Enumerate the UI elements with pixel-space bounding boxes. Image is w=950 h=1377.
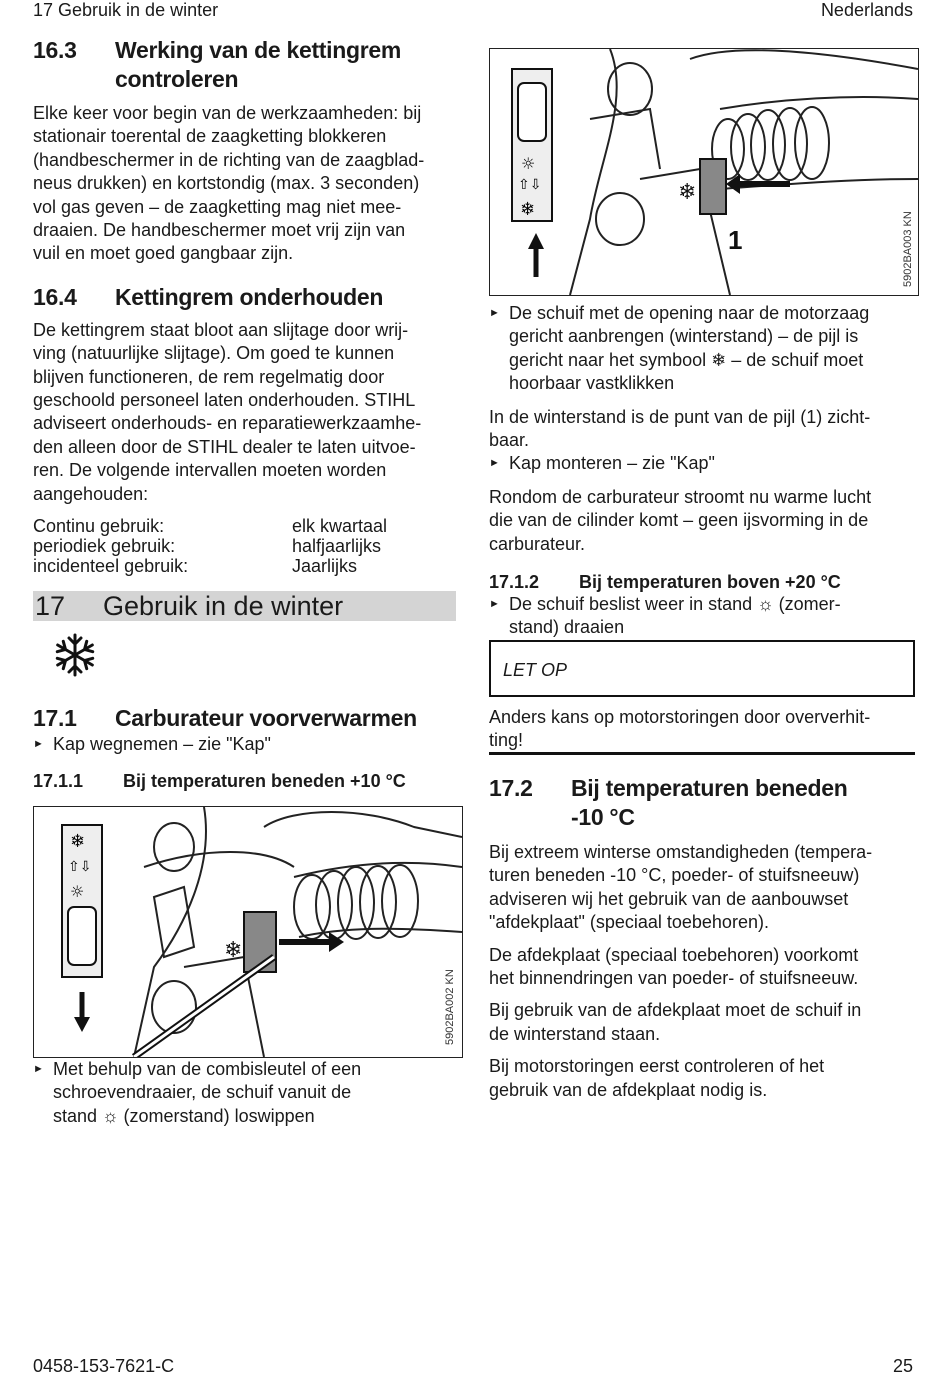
notice-label: LET OP	[503, 660, 568, 680]
document-number: 0458-153-7621-C	[33, 1356, 175, 1376]
svg-text:⇧⇩: ⇧⇩	[518, 177, 542, 193]
maintenance-intervals-table	[33, 516, 387, 576]
running-header-left: 17 Gebruik in de winter	[33, 0, 219, 20]
section-17-2-para-3: Bij gebruik van de afdekplaat moet de schuif in de winterstand staan.	[489, 1000, 862, 1044]
section-17-1-1-instruction	[33, 1058, 458, 1128]
notice-text: Anders kans op motorstoringen door oververhit- ting!	[489, 707, 871, 751]
section-16-3-heading: 16.3 Werking van de kettingrem controleren	[33, 37, 402, 92]
figure-code: 5902BA003 KN	[902, 211, 914, 287]
section-17-2-heading: 17.2 Bij temperaturen beneden -10 °C	[489, 775, 848, 830]
list-item: ► De schuif beslist weer in stand ☼ (zomer- stand) draaien	[489, 594, 841, 638]
section-17-1-2-heading: 17.1.2 Bij temperaturen boven +20 °C	[489, 572, 841, 593]
list-item: ► Kap wegnemen – zie "Kap"	[33, 734, 271, 754]
section-17-2-para-2: De afdekplaat (speciaal toebehoren) voorkomt het binnendringen van poeder- of stuifsneeuw.	[489, 944, 859, 989]
page-number: 25	[892, 1356, 913, 1376]
section-16-3-text: Elke keer voor begin van de werkzaamheden: bij stationair toerental de zaagketting blokkeren (handbeschermer in de richting van de zaagblad- neus drukken) en kortstondig (max. 3 seconden) vol gas geven – de zaagketting mag niet mee- draaien. De handbeschermer moet vrij zijn van vuil en moet goed gangbaar zijn.	[33, 103, 425, 264]
table-row: Continu gebruik: elk kwartaal	[33, 516, 388, 537]
warm-air-paragraph: Rondom de carburateur stroomt nu warme lucht die van de cilinder komt – geen ijsvorming in de carburateur.	[489, 486, 872, 554]
svg-text:⇧⇩: ⇧⇩	[68, 859, 92, 875]
list-item: ► De schuif met de opening naar de motorzaag gericht aanbrengen (winterstand) – de pijl is gericht naar het symbool ❄ – de schuif moet hoorbaar vastklikken	[489, 303, 870, 394]
svg-text:❄: ❄	[678, 180, 697, 205]
right-column-text	[489, 302, 914, 640]
svg-text:❄: ❄	[520, 199, 536, 220]
list-item: ► Kap monteren – zie "Kap"	[489, 453, 715, 474]
svg-text:☼: ☼	[70, 882, 85, 901]
figure-code: 5902BA002 KN	[444, 969, 456, 1045]
snowflake-icon	[52, 632, 98, 678]
notice-divider	[489, 752, 915, 755]
figure-slider-summer-position	[33, 806, 463, 1058]
svg-text:❄: ❄	[70, 831, 86, 852]
table-row: incidenteel gebruik: Jaarlijks	[33, 556, 358, 577]
section-17-1-heading: 17.1 Carburateur voorverwarmen	[33, 705, 417, 731]
svg-text:❄: ❄	[224, 938, 243, 963]
list-item: ► Met behulp van de combisleutel of een schroevendraaier, de schuif vanuit de stand ☼ (zomerstand) loswippen	[33, 1059, 362, 1126]
section-17-2	[489, 774, 914, 1102]
carburetor-slider-winter-illustration	[490, 49, 918, 295]
section-16-4-heading: 16.4 Kettingrem onderhouden	[33, 283, 384, 310]
callout-label-1: 1	[728, 225, 743, 255]
svg-text:☼: ☼	[521, 154, 536, 173]
running-header-right: Nederlands	[820, 0, 913, 20]
section-16-4-text: De kettingrem staat bloot aan slijtage door wrij- ving (natuurlijke slijtage). Om goed te kunnen blijven functioneren, de rem regelmatig door geschoold personeel laten onderhouden. STIHL adviseert onderhouds- en reparatiewerkzaamhe- den alleen door de STIHL dealer te laten uitvoe- ren. De volgende intervallen moeten worden aangehouden:	[33, 319, 422, 504]
left-column	[33, 36, 458, 576]
winter-position-note: In de winterstand is de punt van de pijl (1) zicht- baar.	[489, 406, 871, 451]
section-17-2-para-1: Bij extreem winterse omstandigheden (tempera- turen beneden -10 °C, poeder- of stuifsneeuw) adviseren wij het gebruik van de aanbouwset "afdekplaat" (speciaal toebehoren).	[489, 842, 873, 933]
table-row: periodiek gebruik: halfjaarlijks	[33, 536, 382, 557]
section-17-2-para-4: Bij motorstoringen eerst controleren of het gebruik van de afdekplaat nodig is.	[489, 1056, 825, 1100]
section-17-1	[33, 704, 458, 792]
section-17-1-1-heading: 17.1.1 Bij temperaturen beneden +10 °C	[33, 771, 406, 792]
chapter-17-heading: 17 Gebruik in de winter	[33, 591, 456, 621]
notice-box	[489, 640, 915, 697]
carburetor-slider-illustration	[34, 807, 462, 1057]
figure-slider-winter-position	[489, 48, 919, 296]
